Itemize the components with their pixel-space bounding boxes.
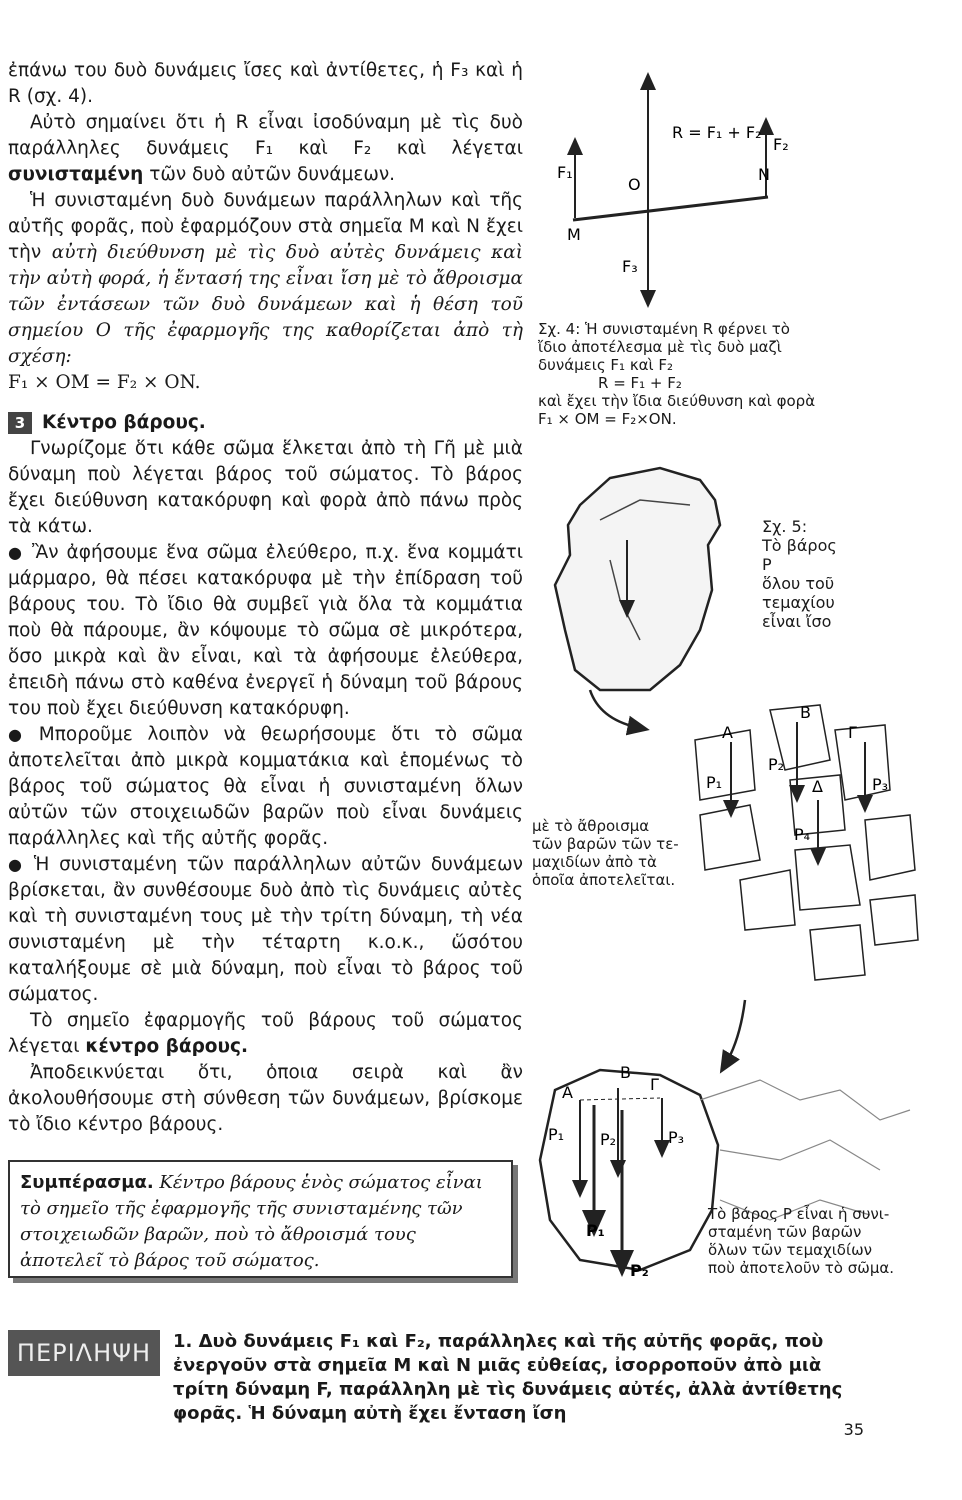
paragraph-2: Αὐτὸ σημαίνει ὅτι ἡ R εἶναι ἰσοδύναμη μὲ τὶς δυὸ παράλληλες δυνάμεις F₁ καὶ F₂ καὶ λέγεται συνισταμένη τῶν δυὸ αὐτῶν δυνάμεων. [8,112,523,185]
label-r: R = F₁ + F₂ [672,123,762,142]
section-number: 3 [8,412,32,434]
paragraph-6: Ἀποδεικνύεται ὅτι, ὁποια σειρὰ καὶ ἂν ἀκολουθήσουμε στὴ σύνθεση τῶν δυνάμεων, βρίσκομε τὸ ἴδιο κέντρο βάρους. [8,1062,523,1135]
point-g: Γ [848,723,857,742]
summary-label: ΠΕΡΙΛΗΨΗ [8,1330,160,1376]
figure-5-caption-2: μὲ τὸ ἄθροισμα τῶν βαρῶν τῶν τε- μαχιδίων ἀπὸ τὰ ὁποῖα ἀποτελεῖται. [532,817,679,889]
weight-p1: P₁ [706,773,723,792]
body-bold-p1: P₁ [586,1221,605,1240]
conclusion-text: Κέντρο βάρους ἑνὸς σώματος εἶναι τὸ σημεῖο τῆς ἐφαρμογῆς τῆς συνισταμένης τῶν στοιχειωδῶν βαρῶν, ποὺ τὸ ἄθροισμά τους ἀποτελεῖ τὸ βάρος τοῦ σώματος. [20,1172,483,1271]
body-point-b: B [620,1063,631,1082]
body-weight-p3: P₃ [668,1128,685,1147]
paragraph-5: Τὸ σημεῖο ἐφαρμογῆς τοῦ βάρους τοῦ σώματος λέγεται κέντρο βάρους. [8,1010,523,1057]
bullet-3: ● Ἡ συνισταμένη τῶν παράλληλων αὐτῶν δυνάμεων βρίσκεται, ἂν συνθέσουμε δυὸ ἀπὸ τὶς δυνάμεις αὐτὲς καὶ τὴ συνισταμένη τους μὲ τὴν τρίτη δύναμη, τὴ νέα συνισταμένη μὲ τὴν τέταρτη κ.ο.κ., ὥσότου καταλήξουμε σὲ μιὰ δύναμη, ποὺ εἶναι τὸ βάρος τοῦ σώματος. [8,852,523,1008]
body-bold-p2: P₂ [630,1261,649,1280]
weight-p2: P₂ [768,755,785,774]
label-f2: F₂ [773,135,789,154]
bullet-1: ● Ἂν ἀφήσουμε ἕνα σῶμα ἐλεύθερο, π.χ. ἕνα κομμάτι μάρμαρο, θὰ πέσει κατακόρυφα μὲ τὴν ἐπίδραση τοῦ βάρους του. Τὸ ἴδιο θὰ συμβεῖ γιὰ ὅλα τὰ κομμάτια ποὺ θὰ πάρουμε, ἂν κόψουμε τὸ σῶμα σὲ μικρότερα, ὅσο μικρὰ καὶ ἂν εἶναι, καὶ τὰ ἀφήσουμε ἐλεύθερα, ἐπειδὴ πάνω στὸ καθένα ἐνεργεῖ ἡ δύναμη τοῦ βάρους του ποὺ ἔχει διεύθυνση κατακόρυφη. [8,540,523,722]
figure-5-pieces [695,703,918,1065]
formula: F₁ × OM = F₂ × ON. [8,372,201,393]
arrow-to-pieces [590,690,640,728]
term-center-of-gravity: κέντρο βάρους. [85,1036,249,1057]
section-title: Κέντρο βάρους. [42,412,206,433]
figure-4-caption: Σχ. 4: Ἡ συνισταμένη R φέρνει τὸ ἴδιο ἀποτέλεσμα μὲ τὶς δυὸ μαζὶ δυνάμεις F₁ καὶ F₂ R = F₁ + F₂ καὶ ἔχει τὴν ἴδια διεύθυνση καὶ φορὰ F₁ × OM = F₂×ON. [538,320,816,428]
body-point-a: A [562,1083,573,1102]
weight-p4: P₄ [794,825,811,844]
label-m: M [567,225,581,244]
page-number: 35 [843,1420,864,1439]
label-n: N [758,165,770,184]
figure-5-caption-3: Τὸ βάρος P εἶναι ἡ συνι- σταμένη τῶν βαρῶν ὅλων τῶν τεμαχιδίων ποὺ ἀποτελοῦν τὸ σῶμα. [708,1205,895,1277]
paragraph-3: Ἡ συνισταμένη δυὸ δυνάμεων παράλληλων καὶ τῆς αὐτῆς φορᾶς, ποὺ ἐφαρμόζουν στὰ σημεῖα Μ καὶ Ν ἔχει τὴν αὐτὴ διεύθυνση μὲ τὶς δυὸ αὐτὲς δυνάμεις καὶ τὴν αὐτὴ φορά, ἡ ἔντασή της εἶναι ἴση μὲ τὸ ἄθροισμα τῶν ἐντάσεων τῶν δυὸ δυνάμεων καὶ ἡ θέση τοῦ σημείου Ο τῆς ἐφαρμογῆς της καθορίζεται ἀπὸ τὴ σχέση: [8,190,523,367]
summary-text: 1. Δυὸ δυνάμεις F₁ καὶ F₂, παράλληλες καὶ τῆς αὐτῆς φορᾶς, ποὺ ἐνεργοῦν στὰ σημεῖα Μ καὶ Ν μιᾶς εὐθείας, ἰσορροποῦν ἀπὸ μιὰ τρίτη δύναμη F, παράλληλη μὲ τὶς δυνάμεις αὐτές, ἀλλὰ ἀντίθετης φορᾶς. Ἡ δύναμη αὐτὴ ἔχει ἔνταση ἴση [173,1331,843,1424]
body-weight-p1: P₁ [548,1125,565,1144]
label-f1: F₁ [557,163,573,182]
label-f3: F₃ [622,257,638,276]
point-a: A [722,723,733,742]
label-o: O [628,175,641,194]
body-point-g: Γ [650,1075,659,1094]
figure-4-lever [557,80,789,300]
bullet-2: ● Μποροῦμε λοιπὸν νὰ θεωρήσουμε ὅτι τὸ σῶμα ἀποτελεῖται ἀπὸ μικρὰ κομματάκια καὶ ἑπομένως τὸ βάρος τοῦ σώματος θὰ εἶναι ἡ συνισταμένη ὅλων αὐτῶν τῶν στοιχειωδῶν βαρῶν ποὺ εἶναι δυνάμεις παράλληλες καὶ τῆς αὐτῆς φορᾶς. [8,722,523,852]
arrow-to-body [725,1000,745,1065]
body-weight-p2: P₂ [600,1130,617,1149]
conclusion-label: Συμπέρασμα. [20,1172,154,1193]
term-resultant: συνισταμένη [8,164,144,185]
figure-5-caption: Σχ. 5: Τὸ βάρος P ὅλου τοῦ τεμαχίου εἶναι ἴσο [762,517,837,631]
figure-5-rock [555,468,720,728]
paragraph-4: Γνωρίζομε ὅτι κάθε σῶμα ἕλκεται ἀπὸ τὴ Γῆ μὲ μιὰ δύναμη ποὺ λέγεται βάρος τοῦ σώματος. Τὸ βάρος ἔχει διεύθυνση κατακόρυφη καὶ φορὰ ἀπὸ πάνω πρὸς τὰ κάτω. [8,438,523,537]
weight-p3: P₃ [872,775,889,794]
point-d: Δ [812,777,823,796]
lever-bar [573,197,768,220]
point-b: B [800,703,811,722]
paragraph-1: ἐπάνω του δυὸ δυνάμεις ἴσες καὶ ἀντίθετες, ἡ F₃ καὶ ἡ R (σχ. 4). [8,60,523,107]
